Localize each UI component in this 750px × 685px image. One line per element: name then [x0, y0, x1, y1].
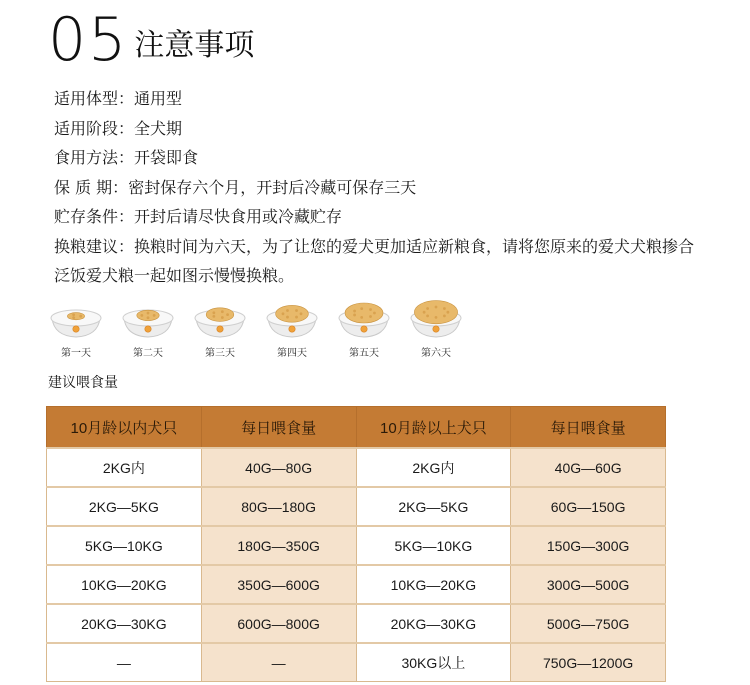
info-row [54, 143, 704, 173]
kibble [373, 312, 376, 315]
info-value: 开袋即食 [134, 148, 199, 167]
bowl-label: 第五天 [349, 348, 379, 359]
kibble [221, 310, 224, 313]
table-row [47, 565, 666, 604]
table-cell: 10KG—20KG [47, 565, 202, 604]
feeding-table [46, 406, 666, 682]
info-label: 食用方法： [54, 148, 135, 167]
kibble [79, 315, 82, 318]
bowl-badge [217, 326, 223, 332]
table-cell: 80G—180G [201, 487, 356, 526]
info-value: 开封后请尽快食用或冷藏贮存 [134, 207, 343, 226]
food-pile [345, 303, 383, 323]
table-cell: 2KG内 [356, 448, 511, 487]
kibble [286, 316, 289, 319]
bowl-day-6 [404, 296, 468, 359]
kibble [435, 306, 438, 309]
table-row [47, 448, 666, 487]
section-title: 注意事项 [134, 28, 255, 63]
kibble [353, 314, 356, 317]
table-cell: — [201, 643, 356, 682]
info-row [54, 84, 704, 114]
kibble [147, 312, 150, 315]
kibble [295, 309, 298, 312]
bowl-label: 第四天 [277, 348, 307, 359]
table-cell: 500G—750G [511, 604, 666, 643]
food-bowl-icon [190, 296, 250, 340]
info-list [54, 84, 704, 291]
info-label: 换粮建议： [54, 236, 135, 256]
table-cell: 2KG—5KG [47, 487, 202, 526]
food-bowl-icon [46, 296, 106, 340]
kibble [369, 315, 372, 318]
column-header: 每日喂食量 [511, 407, 666, 449]
kibble [140, 314, 143, 317]
bowl-label: 第六天 [421, 348, 451, 359]
table-row [47, 526, 666, 565]
info-value: 全犬期 [134, 118, 183, 138]
table-header-row [47, 407, 666, 449]
kibble [300, 312, 303, 315]
feeding-table-title: 建议喂食量 [48, 375, 118, 391]
table-row [47, 643, 666, 682]
table-cell: — [47, 643, 202, 682]
table-cell: 60G—150G [511, 487, 666, 526]
table-cell: 300G—500G [511, 565, 666, 604]
column-header: 10月龄以上犬只 [356, 407, 511, 449]
info-label: 贮存条件： [54, 207, 135, 226]
info-row [54, 114, 704, 144]
kibble [221, 316, 224, 319]
bowl-day-4 [260, 296, 324, 359]
bowl-badge [433, 326, 439, 332]
kibble [423, 311, 426, 314]
food-pile [206, 308, 234, 322]
kibble [353, 310, 356, 313]
bowl-label: 第一天 [61, 348, 91, 359]
info-row [54, 202, 704, 232]
kibble [369, 308, 372, 311]
food-bowl-icon [406, 296, 466, 340]
table-cell: 30KG以上 [356, 643, 511, 682]
kibble [446, 311, 449, 314]
kibble [443, 314, 446, 317]
kibble [435, 316, 438, 319]
table-cell: 5KG—10KG [356, 526, 511, 565]
kibble [360, 307, 363, 310]
kibble [212, 315, 215, 318]
table-cell: 750G—1200G [511, 643, 666, 682]
food-bowl-icon [334, 296, 394, 340]
food-pile [414, 301, 457, 324]
bowl-badge [73, 326, 79, 332]
food-pile [276, 305, 309, 322]
column-header: 每日喂食量 [201, 407, 356, 449]
section-number: 05 [48, 5, 129, 75]
kibble [443, 307, 446, 310]
bowl-day-3 [188, 296, 252, 359]
kibble [72, 313, 75, 316]
info-value: 通用型 [134, 89, 183, 108]
food-bowl-icon [118, 296, 178, 340]
info-label: 保 质 期： [54, 177, 129, 197]
bowl-badge [145, 326, 151, 332]
bowl-day-2 [116, 296, 180, 359]
bowl-badge [361, 326, 367, 332]
food-transition-bowls [44, 296, 474, 366]
table-row [47, 604, 666, 643]
table-cell: 150G—300G [511, 526, 666, 565]
food-bowl-icon [262, 296, 322, 340]
table-cell: 40G—80G [201, 448, 356, 487]
kibble [426, 307, 429, 310]
bowl-label: 第三天 [205, 348, 235, 359]
kibble [282, 312, 285, 315]
info-row [54, 173, 704, 203]
kibble [147, 316, 150, 319]
info-label: 适用体型： [54, 89, 135, 108]
bowl-label: 第二天 [133, 348, 163, 359]
kibble [295, 316, 298, 319]
table-cell: 20KG—30KG [47, 604, 202, 643]
bowl-badge [289, 326, 295, 332]
table-cell: 5KG—10KG [47, 526, 202, 565]
table-cell: 20KG—30KG [356, 604, 511, 643]
info-label: 适用阶段： [54, 118, 135, 138]
bowl-day-5 [332, 296, 396, 359]
table-cell: 350G—600G [201, 565, 356, 604]
kibble [72, 316, 75, 319]
kibble [426, 314, 429, 317]
bowl-day-1 [44, 296, 108, 359]
table-cell: 2KG内 [47, 448, 202, 487]
table-cell: 10KG—20KG [356, 565, 511, 604]
info-value: 密封保存六个月，开封后冷藏可保存三天 [128, 177, 417, 197]
kibble [153, 314, 156, 317]
table-cell: 40G—60G [511, 448, 666, 487]
info-row [54, 232, 704, 291]
kibble [286, 309, 289, 312]
column-header: 10月龄以内犬只 [47, 407, 202, 449]
table-cell: 180G—350G [201, 526, 356, 565]
section-header [48, 0, 255, 75]
kibble [212, 311, 215, 314]
kibble [360, 316, 363, 319]
table-cell: 2KG—5KG [356, 487, 511, 526]
table-cell: 600G—800G [201, 604, 356, 643]
kibble [226, 313, 229, 316]
table-row [47, 487, 666, 526]
info-value: 换粮时间为六天，为了让您的爱犬更加适应新粮食，请将您原来的爱犬犬粮掺合泛饭爱犬粮一起如图示慢慢换粮。 [54, 236, 695, 285]
